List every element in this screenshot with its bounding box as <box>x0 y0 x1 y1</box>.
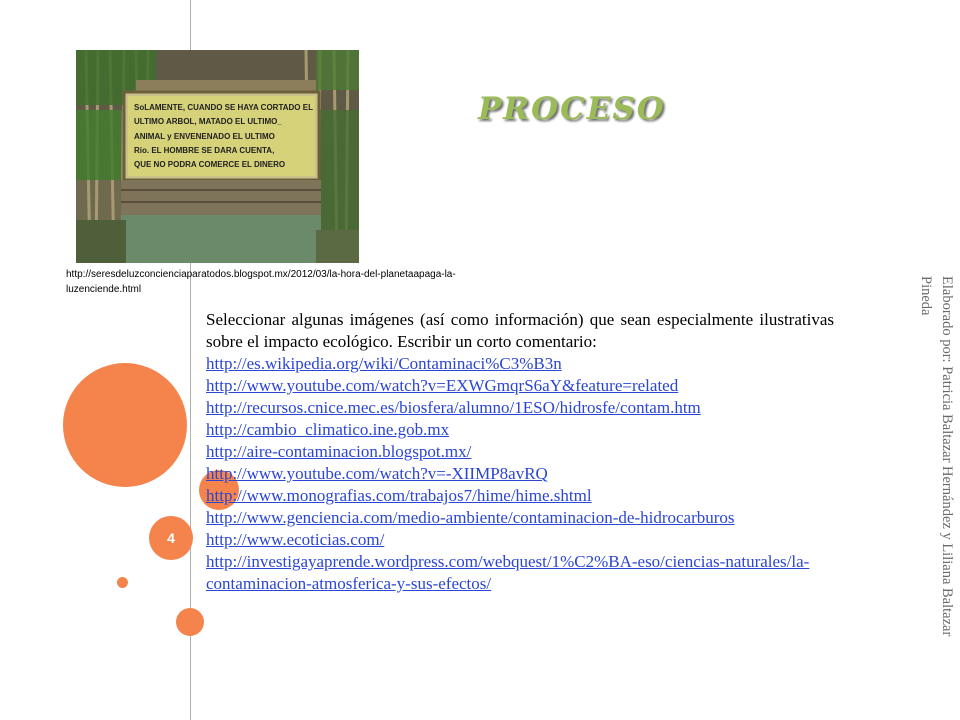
link-aire-contaminacion-blog[interactable]: http://aire-contaminacion.blogspot.mx/ <box>206 442 472 461</box>
image-source-caption: http://seresdeluzconcienciaparatodos.blogspot.mx/2012/03/la-hora-del-planetaapaga-la-luzenciende.html <box>66 269 456 295</box>
link-monografias[interactable]: http://www.monografias.com/trabajos7/hime/hime.shtml <box>206 486 592 505</box>
link-youtube-video-2[interactable]: http://www.youtube.com/watch?v=-XIIMP8avRQ <box>206 464 548 483</box>
tiny-orange-circle <box>117 577 128 588</box>
author-credit-vertical <box>903 276 957 676</box>
page-number: 4 <box>167 530 175 546</box>
author-credit-text: Elaborado por: Patricia Baltazar Hernández y Liliana Baltazar Pineda <box>918 276 955 637</box>
link-genciencia-hidrocarburos[interactable]: http://www.genciencia.com/medio-ambiente/contaminacion-de-hidrocarburos <box>206 508 735 527</box>
photo-wooden-sign <box>76 50 359 263</box>
link-wikipedia-contaminacion[interactable]: http://es.wikipedia.org/wiki/Contaminaci%C3%B3n <box>206 354 562 373</box>
svg-text:Rio. EL HOMBRE SE DARA CUENTA,: Rio. EL HOMBRE SE DARA CUENTA, <box>134 146 275 155</box>
photo-illustration <box>76 50 359 263</box>
svg-text:ULTIMO ARBOL, MATADO EL ULTIMO: ULTIMO ARBOL, MATADO EL ULTIMO_ <box>134 117 282 126</box>
instructions-text: Seleccionar algunas imágenes (así como información) que sean especialmente ilustrativas sobre el impacto ecológico. Escribir un corto comentario: <box>206 310 834 351</box>
link-investigayaprende[interactable]: http://investigayaprende.wordpress.com/webquest/1%C2%BA-eso/ciencias-naturales/la-contaminacion-atmosferica-y-sus-efectos/ <box>206 552 810 593</box>
resource-links <box>206 353 834 595</box>
link-ecoticias[interactable]: http://www.ecoticias.com/ <box>206 530 385 549</box>
link-youtube-video-1[interactable]: http://www.youtube.com/watch?v=EXWGmqrS6aY&feature=related <box>206 376 679 395</box>
link-cambio-climatico[interactable]: http://cambio_climatico.ine.gob.mx <box>206 420 450 439</box>
svg-text:SoLAMENTE, CUANDO SE HAYA CORT: SoLAMENTE, CUANDO SE HAYA CORTADO EL <box>134 103 313 112</box>
svg-text:QUE NO PODRA COMERCE EL DINERO: QUE NO PODRA COMERCE EL DINERO <box>134 160 286 169</box>
medium-orange-circle <box>176 608 204 636</box>
slide-body <box>206 309 834 595</box>
svg-text:ANIMAL y ENVENENADO EL ULTIMO: ANIMAL y ENVENENADO EL ULTIMO <box>134 132 275 141</box>
link-cnice-hidrosfera[interactable]: http://recursos.cnice.mec.es/biosfera/alumno/1ESO/hidrosfe/contam.htm <box>206 398 701 417</box>
slide-title: PROCESO <box>478 91 666 127</box>
large-orange-circle <box>63 363 187 487</box>
